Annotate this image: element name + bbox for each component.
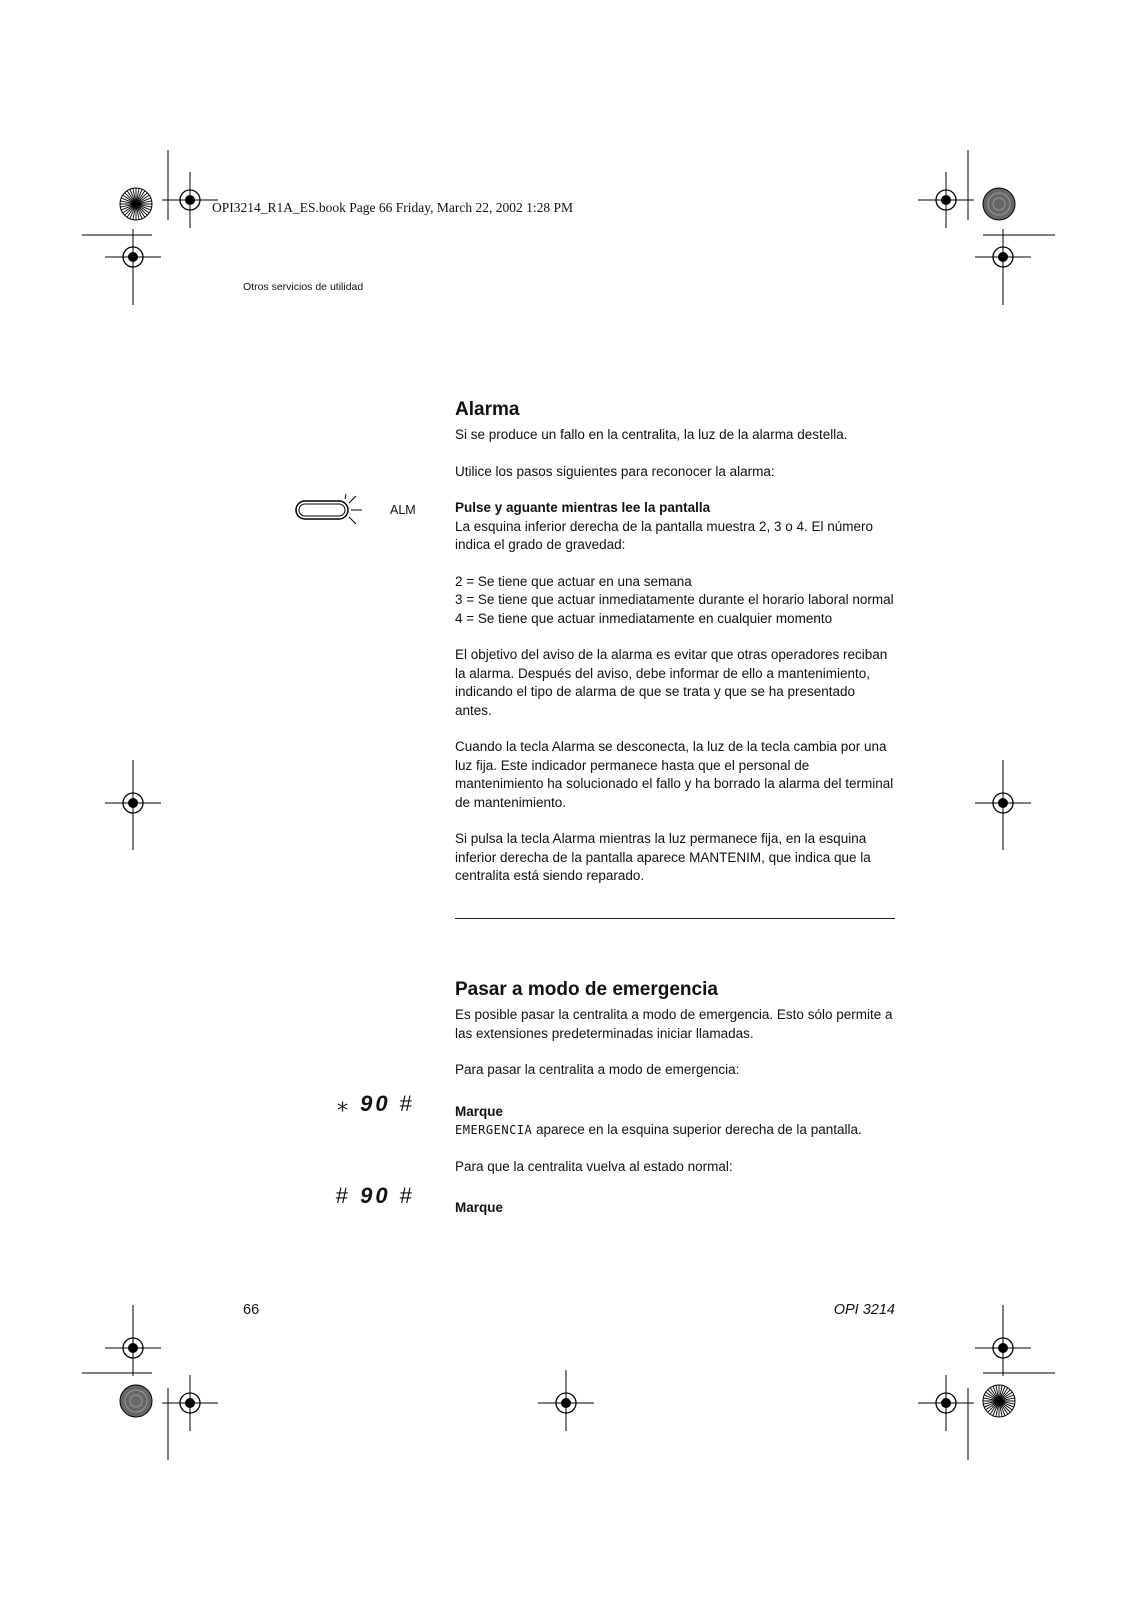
alarm-key-label: ALM: [390, 503, 416, 517]
dial-code-emergency-off: [336, 1183, 415, 1209]
dial-digits-1: 90: [360, 1091, 391, 1116]
hash-key-icon: #: [399, 1091, 415, 1116]
alarm-paragraph-maintenance: Si pulsa la tecla Alarma mientras la luz permanece fija, en la esquina inferior derecha de la pantalla aparece MANTENIM, que indica que la centralita está siendo reparado.: [455, 831, 871, 883]
emergency-step1-text: [455, 1121, 895, 1140]
emergency-step1-title: Marque: [455, 1103, 504, 1119]
emergency-normal-intro: Para que la centralita vuelva al estado normal:: [455, 1158, 733, 1174]
dial-digits-2: 90: [360, 1183, 391, 1208]
severity-level-3: 3 = Se tiene que actuar inmediatamente durante el horario laboral normal: [455, 592, 894, 607]
page-number: 66: [243, 1302, 260, 1318]
alarm-key-icon: [294, 493, 364, 527]
emergency-steps-intro: Para pasar la centralita a modo de emergencia:: [455, 1062, 740, 1077]
alarm-step-title: Pulse y aguante mientras lee la pantalla: [455, 500, 711, 515]
alarm-paragraph-fixed-light: Cuando la tecla Alarma se desconecta, la luz de la tecla cambia por una luz fija. Este indicador permanece hasta que el personal de mantenimiento ha solucionado el fallo y ha borrado la alarma del terminal de mantenimiento.: [455, 739, 894, 810]
star-key-icon: ⁎: [337, 1091, 352, 1116]
emergency-title: Pasar a modo de emergencia: [455, 979, 718, 1000]
emergency-step1-desc: aparece en la esquina superior derecha de la pantalla.: [532, 1122, 862, 1137]
alarm-step-text: La esquina inferior derecha de la pantalla muestra 2, 3 o 4. El número indica el grado de gravedad:: [455, 518, 874, 552]
alarm-steps-intro: Utilice los pasos siguientes para reconocer la alarma:: [455, 463, 775, 479]
dial-code-emergency-on: [337, 1091, 415, 1117]
alarm-title: Alarma: [455, 399, 520, 420]
section-divider: [455, 918, 895, 919]
emergency-step2-title: Marque: [455, 1200, 504, 1215]
severity-level-2: 2 = Se tiene que actuar en una semana: [455, 573, 692, 589]
product-name: OPI 3214: [833, 1302, 895, 1318]
section-alarm: [455, 398, 895, 886]
alarm-paragraph-notice: El objetivo del aviso de la alarma es evitar que otras operadores reciban la alarma. Después del aviso, debe informar de ello a mantenimiento, indicando el tipo de alarma de que se trata y que se ha presentado antes.: [455, 647, 888, 718]
severity-level-4: 4 = Se tiene que actuar inmediatamente en cualquier momento: [455, 610, 833, 626]
print-slug: OPI3214_R1A_ES.book Page 66 Friday, March 22, 2002 1:28 PM: [212, 200, 573, 215]
section-emergency: [455, 978, 895, 1218]
alarm-intro: Si se produce un fallo en la centralita, la luz de la alarma destella.: [455, 427, 848, 442]
display-text-emergencia: EMERGENCIA: [455, 1123, 533, 1137]
running-header: Otros servicios de utilidad: [243, 281, 364, 293]
emergency-intro: Es posible pasar la centralita a modo de emergencia. Esto sólo permite a las extensiones predeterminadas iniciar llamadas.: [455, 1007, 893, 1041]
hash-key-icon: #: [335, 1183, 352, 1208]
hash-key-icon: #: [399, 1183, 415, 1208]
